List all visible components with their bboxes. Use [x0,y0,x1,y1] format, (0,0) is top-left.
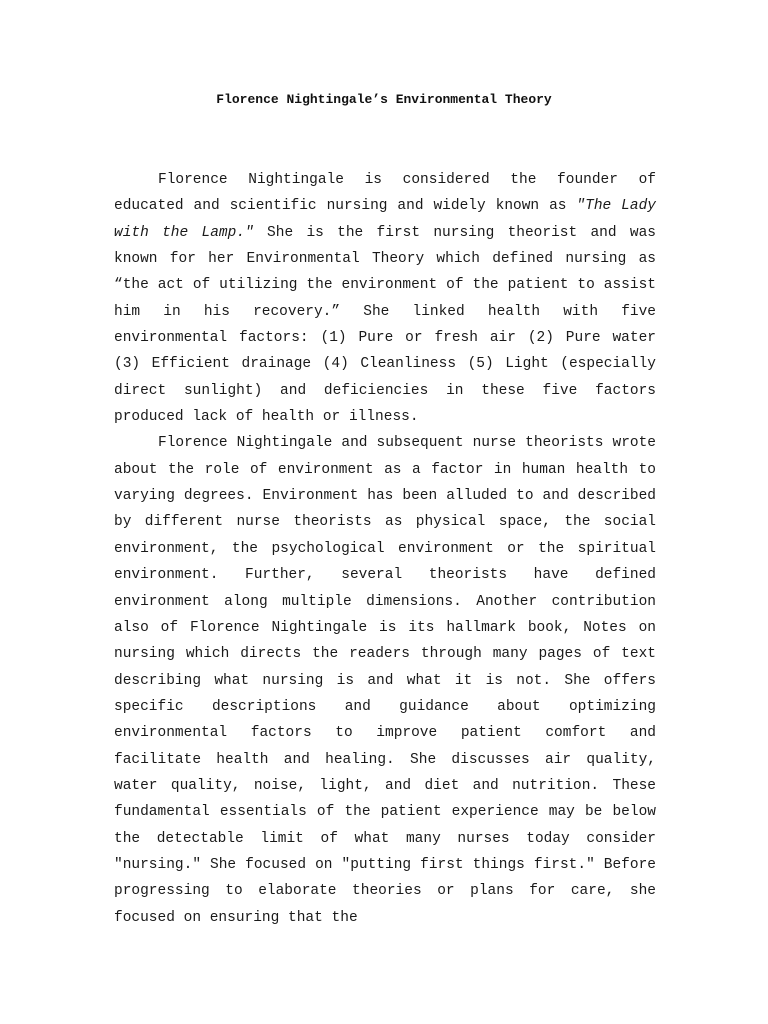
paragraph-1-tail: She is the first nursing theorist and was known for her Environmental Theory which defined nursing as “the act of utilizing the environment of the patient to assist him in his recovery.” She linked health with five environmental factors: (1) Pure or fresh air (2) Pure water (3) Efficient drainage (4) Cleanliness (5) Light (especially direct sunlight) and deficiencies in these five factors produced lack of health or illness. [114,224,656,426]
paragraph-1-italic-quote: "The Lady with the Lamp." [114,198,656,241]
paragraph-2: Florence Nightingale and subsequent nurse theorists wrote about the role of environment as a factor in human health to varying degrees. Environment has been alluded to and described by different nurse theorists as physical space, the social environment, the psychological environment or the spiritual environment. Further, several theorists have defined environment along multiple dimensions. Another contribution also of Florence Nightingale is its hallmark book, Notes on nursing which directs the readers through many pages of text describing what nursing is and what it is not. She offers specific descriptions and guidance about optimizing environmental factors to improve patient comfort and facilitate health and healing. She discusses air quality, water quality, noise, light, and diet and nutrition. These fundamental essentials of the patient experience may be below the detectable limit of what many nurses today consider "nursing." She focused on "putting first things first." Before progressing to elaborate theories or plans for care, she focused on ensuring that the [114,435,656,926]
document-title: Florence Nightingale’s Environmental Theory [216,92,552,107]
document-body [114,167,656,931]
paragraph-1 [114,167,656,430]
paragraph-1-lead: Florence Nightingale is considered the founder of educated and scientific nursing and widely known as [114,172,656,215]
